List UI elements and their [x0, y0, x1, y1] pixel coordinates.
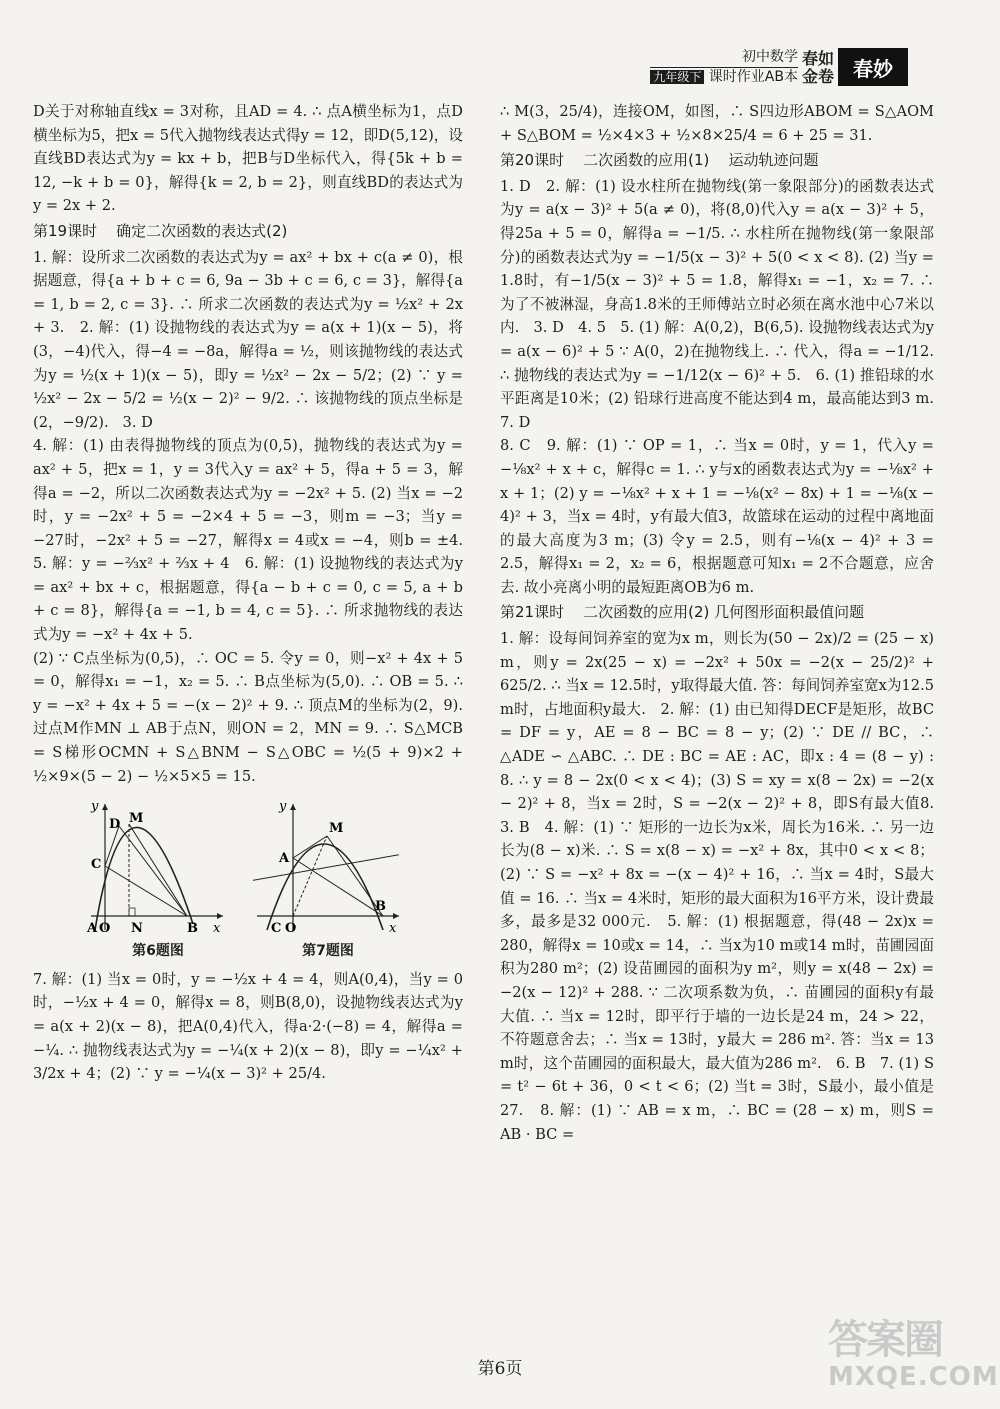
watermark-line-2: MXQE.COM — [828, 1362, 999, 1392]
watermark-logo — [828, 1317, 999, 1398]
section-heading: 第21课时 二次函数的应用(2) 几何图形面积最值问题 — [500, 603, 865, 622]
answer-paragraph: 1. D 2. 解：(1) 设水柱所在抛物线(第一象限部分)的函数表达式为y = a(x − 3)² + 5(a ≠ 0)，将(8,0)代入y = a(x − 3)² + 5，得25a + 5 = 0，解得a = −1/5. ∴ 水柱所在抛物线(第一象限部分)的函数表达式为y = −1/5(x − 3)² + 5(0 < x < 8). (2) 当y = 1.8时，有−1/5(x − 3)² + 5 = 1.8，解得x₁ = −1，x₂ = 7. ∴ 为了不被淋湿，身高1.8米的王师傅站立时必须在离水池中心7米以内. 3. D 4. 5 5. (1) 解：A(0,2)，B(6,5). 设抛物线表达式为y = a(x − 6)² + 5 ∵ A(0，2)在抛物线上. ∴ 代入，得a = −1/12. ∴ 抛物线的表达式为y = −1/12(x − 6)² + 5. 6. (1) 推铅球的水平距离是10米；(2) 铅球行进高度不能达到4 m，最高能达到3 m. 7. D — [500, 177, 948, 431]
fig6-label-o: O — [99, 921, 111, 937]
fig6-label-n: N — [131, 921, 143, 937]
answer-paragraph: 4. 解：(1) 由表得抛物线的顶点为(0,5)，抛物线的表达式为y = ax² + 5，把x = 1，y = 3代入y = ax² + 5，得a + 5 = 3，解得a = −2，所以二次函数表达式为y = −2x² + 5. (2) 当x = −2时，y = −2x² + 5 = −2×4 + 5 = −3，则m = −3；当y = −27时，−2x² + 5 = −27，解得x = 4或x = −4，则b = ±4. 5. 解：y = −⅔x² + ⅔x + 4 6. 解：(1) 设抛物线的表达式为y = ax² + bx + c，根据题意，得{a − b + c = 0, c = 5, a + b + c = 8}，解得{a = −1, b = 4, c = 5}. ∴ 所求抛物线的表达式为y = −x² + 4x + 5. — [33, 437, 477, 644]
answer-paragraph: ∴ M(3，25/4)，连接OM，如图，∴ S四边形ABOM = S△AOM + S△BOM = ½×4×3 + ½×8×25/4 = 6 + 25 = 31. — [500, 103, 939, 144]
figure-7-diagram — [253, 798, 403, 938]
header-brand — [802, 50, 834, 86]
figure-6-caption: 第6题图 — [132, 943, 184, 960]
fig6-label-b: B — [187, 921, 198, 937]
figure-7 — [253, 798, 403, 964]
watermark-line-1: 答案圈 — [828, 1317, 942, 1363]
fig6-label-d: D — [109, 817, 121, 833]
fig6-label-m: M — [129, 811, 144, 827]
brand-line-2: 金卷 — [801, 67, 834, 86]
figure-6-diagram — [83, 798, 233, 938]
header-subject: 初中数学 — [650, 48, 798, 68]
header-grade: 九年级下 — [650, 70, 704, 84]
fig6-label-y: y — [91, 799, 99, 815]
answer-paragraph: (2) ∵ C点坐标为(0,5)，∴ OC = 5. 令y = 0，则−x² + 4x + 5 = 0，解得x₁ = −1，x₂ = 5. ∴ B点坐标为(5,0). ∴ OB = 5. ∴ y = −x² + 4x + 5 = −(x − 2)² + 9. ∴ 顶点M的坐标为(2，9). 过点M作MN ⊥ AB于点N，则ON = 2，MN = 9. ∴ S△MCB = S梯形OCMN + S△BNM − S△OBC = ½(5 + 9)×2 + ½×9×(5 − 2) − ½×5×5 = 15. — [33, 649, 468, 785]
section-heading: 第20课时 二次函数的应用(1) 运动轨迹问题 — [500, 151, 819, 170]
page-header — [650, 38, 908, 86]
answer-paragraph: 1. 解：设每间饲养室的宽为x m，则长为(50 − 2x)/2 = (25 − x) m，则y = 2x(25 − x) = −2x² + 50x = −2(x − 25/2)² + 625/2. ∴ 当x = 12.5时，y取得最大值. 答：每间饲养室宽x为12.5 m时，占地面积y最大. 2. 解：(1) 由已知得DECF是矩形，故BC = DF = y，AE = 8 − BC = 8 − y；(2) ∵ DE // BC，∴ △ADE ∽ △ABC. ∴ DE : BC = AE : AC，即x : 4 = (8 − y) : 8. ∴ y = 8 − 2x(0 < x < 4)；(3) S = xy = x(8 − 2x) = −2(x − 2)² + 8，当x = 2时，S = −2(x − 2)² + 8，即S有最大值8. 3. B 4. 解：(1) ∵ 矩形的一边长为x米，周长为16米. ∴ 另一边长为(8 − x)米. ∴ S = x(8 − x) = −x² + 8x，其中0 < x < 8；(2) ∵ S = −x² + 8x = −(x − 4)² + 16，∴ 当x = 4时，S最大值 = 16. ∴ 当x = 4米时，矩形的最大面积为16平方米，设计费最多，最多是32 000元. 5. 解：(1) 根据题意，得(48 − 2x)x = 280，解得x = 10或x = 14，∴ 当x为10 m或14 m时，苗圃园面积为280 m²；(2) 设苗圃园的面积为y m²，则y = x(48 − 2x) = −2(x − 12)² + 288. ∵ 二次项系数为负，∴ 苗圃园的面积y有最大值. ∴ 当x = 12时，即平行于墙的一边长是24 m，24 > 22，不符题意舍去；∴ 当x = 13时，y最大 = 286 m². 答：当x = 13 m时，这个苗圃园的面积最大，最大值为286 m². 6. B 7. (1) S = t² − 6t + 36，0 < t < 6；(2) 当t = 3时，S最小，最小值是27. 8. 解：(1) ∵ AB = x m，∴ BC = (28 − x) m，则S = AB · BC = — [500, 630, 948, 1143]
brand-line-1: 春如 — [801, 49, 834, 68]
brand-logo: 春妙 — [838, 48, 908, 86]
fig6-label-a: A — [87, 921, 98, 937]
fig6-label-c: C — [91, 857, 102, 873]
fig7-label-m: M — [329, 821, 344, 837]
answer-paragraph: D关于对称轴直线x = 3对称，且AD = 4. ∴ 点A横坐标为1，点D横坐标为5，把x = 5代入抛物线表达式得y = 12，即D(5,12)，设直线BD表达式为y = kx + b，把B与D坐标代入，得{5k + b = 12, −k + b = 0}，解得{k = 2, b = 2}，则直线BD的表达式为y = 2x + 2. — [33, 103, 468, 215]
figure-7-caption: 第7题图 — [302, 943, 354, 960]
fig7-label-b: B — [375, 899, 386, 915]
fig7-label-a: A — [279, 851, 290, 867]
section-heading: 第19课时 确定二次函数的表达式(2) — [33, 221, 288, 240]
fig7-label-y: y — [279, 799, 287, 815]
page-number: 第6页 — [477, 1359, 523, 1379]
fig7-label-c: C — [271, 921, 282, 937]
fig7-label-o: O — [285, 921, 297, 937]
right-column — [500, 100, 948, 1146]
fig6-label-x: x — [213, 921, 221, 937]
figures-row — [83, 798, 403, 964]
fig7-label-x: x — [389, 921, 397, 937]
answer-paragraph: 7. 解：(1) 当x = 0时，y = −½x + 4 = 4，则A(0,4)，当y = 0时，−½x + 4 = 0，解得x = 8，则B(8,0)，设抛物线表达式为y = a(x + 2)(x − 8)，把A(0,4)代入，得a·2·(−8) = 4，解得a = −¼. ∴ 抛物线表达式为y = −¼(x + 2)(x − 8)，即y = −¼x² + 3/2x + 4；(2) ∵ y = −¼(x − 3)² + 25/4. — [33, 970, 468, 1083]
header-book: 课时作业AB本 — [708, 69, 798, 85]
left-column — [33, 100, 477, 1086]
figure-6 — [83, 798, 233, 964]
header-series — [650, 48, 798, 86]
answer-paragraph: 1. 解：设所求二次函数的表达式为y = ax² + bx + c(a ≠ 0)，根据题意，得{a + b + c = 6, 9a − 3b + c = 6, c = 3}，解得{a = 1, b = 2, c = 3}. ∴ 所求二次函数的表达式为y = ½x² + 2x + 3. 2. 解：(1) 设抛物线的表达式为y = a(x + 1)(x − 5)，将(3，−4)代入，得−4 = −8a，解得a = ½，则该抛物线的表达式为y = ½(x + 1)(x − 5)，即y = ½x² − 2x − 5/2；(2) ∵ y = ½x² − 2x − 5/2 = ½(x − 2)² − 9/2. ∴ 该抛物线的顶点坐标是(2，−9/2). 3. D — [33, 248, 468, 431]
answer-paragraph: 8. C 9. 解：(1) ∵ OP = 1，∴ 当x = 0时，y = 1，代入y = −⅛x² + x + c，解得c = 1. ∴ y与x的函数表达式为y = −⅛x² + x + 1；(2) y = −⅛x² + x + 1 = −⅛(x² − 8x) + 1 = −⅛(x − 4)² + 3，当x = 4时，y有最大值3，故篮球在运动的过程中离地面的最大高度为3 m；(3) 令y = 2.5，则有−⅛(x − 4)² + 3 = 2.5，解得x₁ = 2，x₂ = 6，根据题意可知x₁ = 2不合题意，应舍去. 故小亮离小明的最短距离OB为6 m. — [500, 437, 939, 596]
